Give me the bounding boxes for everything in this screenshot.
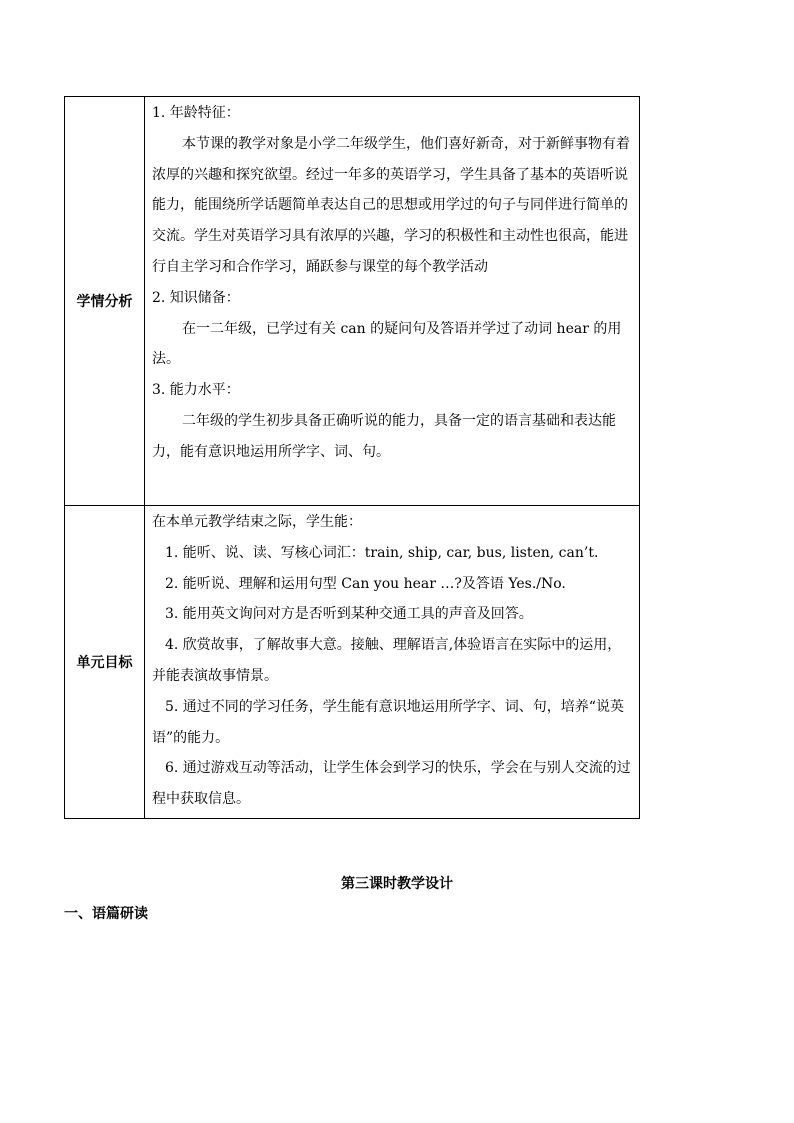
ability-paragraph: 二年级的学生初步具备正确听说的能力，具备一定的语言基础和表达能力，能有意识地运用所学字、词、句。: [152, 412, 616, 460]
goal-item: 4. 欣赏故事，了解故事大意。接触、理解语言,体验语言在实际中的运用，并能表演故事情景。: [152, 637, 622, 684]
row-label-unit-goals: 单元目标: [65, 506, 145, 819]
table-row-unit-goals: [65, 506, 640, 819]
unit-goals-content: [145, 506, 640, 819]
section-heading: 一、语篇研读: [64, 906, 148, 922]
lesson-info-table: [64, 96, 640, 819]
ability-heading: 3. 能力水平：: [152, 382, 240, 399]
age-paragraph: 本节课的教学对象是小学二年级学生，他们喜好新奇，对于新鲜事物有着浓厚的兴趣和探究欲望。经过一年多的英语学习，学生具备了基本的英语听说能力，能围绕所学话题简单表达自己的思想或用学过的句子与同伴进行简单的交流。学生对英语学习具有浓厚的兴趣，学习的积极性和主动性也很高，能进行自主学习和合作学习，踊跃参与课堂的每个教学活动: [152, 135, 630, 275]
goal-item: 1. 能听、说、读、写核心词汇：train, ship, car, bus, listen, can’t.: [165, 544, 599, 561]
knowledge-paragraph: 在一二年级，已学过有关 can 的疑问句及答语并学过了动词 hear 的用法。: [152, 320, 622, 368]
student-analysis-content: [145, 97, 640, 506]
goal-item: 5. 通过不同的学习任务，学生能有意识地运用所学字、词、句，培养“说英语”的能力。: [152, 698, 624, 746]
row-label-student-analysis: 学情分析: [65, 97, 145, 506]
goal-item: 6. 通过游戏互动等活动，让学生体会到学习的快乐，学会在与别人交流的过程中获取信息。: [152, 760, 631, 808]
goals-intro: 在本单元教学结束之际，学生能：: [152, 514, 362, 530]
age-heading: 1. 年龄特征：: [152, 105, 240, 121]
goal-item: 2. 能听说、理解和运用句型 Can you hear …?及答语 Yes./No.: [165, 575, 566, 592]
knowledge-heading: 2. 知识储备：: [152, 289, 240, 306]
lesson-title: 第三课时教学设计: [341, 876, 453, 892]
goal-item: 3. 能用英文询问对方是否听到某种交通工具的声音及回答。: [165, 606, 533, 623]
table-row-student-analysis: [65, 97, 640, 506]
